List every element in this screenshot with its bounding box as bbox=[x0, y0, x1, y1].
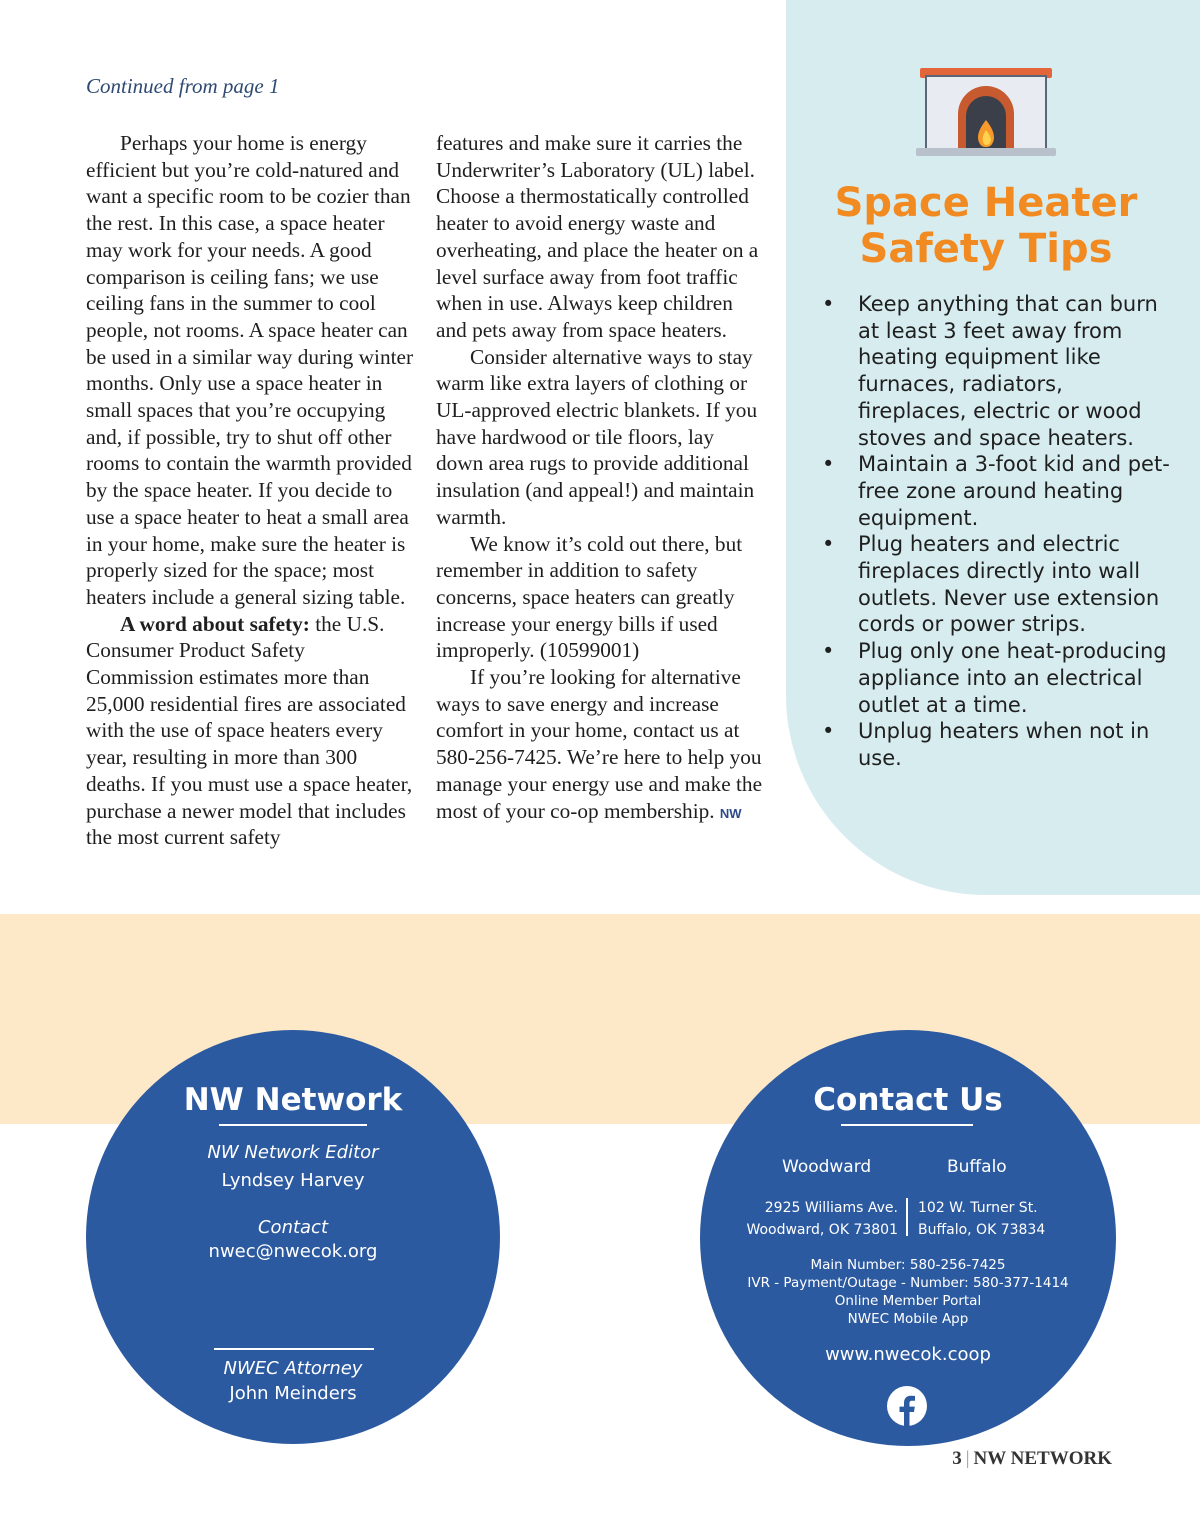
tip-text: Plug only one heat-producing appliance into an electrical outlet at a time. bbox=[858, 639, 1167, 717]
bullet: • bbox=[822, 532, 835, 557]
safety-text: the U.S. Consumer Product Safety Commission estimates more than 25,000 residential fires are associated with the use of space heaters every year, resulting in more than 300 deaths. If you must use a space heater, purchase a newer model that includes the most current safety bbox=[86, 611, 413, 850]
article-paragraph bbox=[86, 611, 416, 851]
page-number: 3 bbox=[952, 1448, 962, 1469]
page-footer bbox=[952, 1448, 1112, 1470]
address-line: Woodward, OK 73801 bbox=[746, 1222, 898, 1238]
safety-heading: A word about safety: bbox=[120, 611, 310, 636]
contact-email[interactable]: nwec@nwecok.org bbox=[208, 1241, 378, 1262]
facebook-icon[interactable] bbox=[886, 1385, 928, 1427]
contact-label: Contact bbox=[257, 1217, 329, 1238]
nw-network-circle bbox=[86, 1030, 500, 1444]
website-link[interactable]: www.nwecok.coop bbox=[825, 1344, 991, 1365]
address-divider bbox=[906, 1198, 908, 1236]
divider bbox=[841, 1124, 973, 1126]
divider bbox=[214, 1348, 374, 1350]
divider bbox=[219, 1124, 367, 1126]
tip-text: Plug heaters and electric fireplaces directly into wall outlets. Never use extension cords or power strips. bbox=[858, 532, 1160, 637]
buffalo-heading: Buffalo bbox=[947, 1157, 1007, 1177]
continued-label: Continued from page 1 bbox=[86, 74, 280, 98]
tips-list bbox=[822, 291, 1172, 772]
list-item bbox=[822, 718, 1172, 771]
contact-us-circle bbox=[700, 1030, 1116, 1446]
editor-name: Lyndsey Harvey bbox=[221, 1170, 365, 1191]
nw-network-title: NW Network bbox=[183, 1082, 403, 1118]
article-column-1 bbox=[86, 130, 416, 851]
ivr-number: IVR - Payment/Outage - Number: 580-377-1414 bbox=[747, 1275, 1069, 1291]
contact-us-title: Contact Us bbox=[813, 1082, 1003, 1118]
list-item bbox=[822, 451, 1172, 531]
tip-text: Unplug heaters when not in use. bbox=[858, 719, 1150, 770]
bullet: • bbox=[822, 452, 835, 477]
article-paragraph: features and make sure it carries the Underwriter’s Laboratory (UL) label. Choose a thermostatically controlled heater to avoid energy waste and overheating, and place the heater on a level surface away from foot traffic when in use. Always keep children and pets away from space heaters. bbox=[436, 131, 759, 342]
tip-text: Maintain a 3-foot kid and pet-free zone around heating equipment. bbox=[858, 452, 1170, 530]
member-portal: Online Member Portal bbox=[834, 1293, 982, 1309]
fireplace-icon bbox=[912, 62, 1060, 162]
bullet: • bbox=[822, 292, 835, 316]
footer-separator: | bbox=[965, 1448, 970, 1469]
woodward-address bbox=[746, 1197, 898, 1241]
address-line: 102 W. Turner St. bbox=[918, 1200, 1038, 1216]
article-paragraph: Consider alternative ways to stay warm like extra layers of clothing or UL-approved electric blankets. If you have hardwood or tile floors, lay down area rugs to provide additional insulation (and appeal!) and maintain warmth. bbox=[436, 344, 758, 529]
attorney-name: John Meinders bbox=[229, 1383, 357, 1404]
bullet: • bbox=[822, 719, 835, 744]
attorney-label: NWEC Attorney bbox=[223, 1358, 363, 1379]
article-paragraph: We know it’s cold out there, but remember in addition to safety concerns, space heaters can greatly increase your energy bills if used improperly. (10599001) bbox=[436, 531, 743, 663]
address-line: Buffalo, OK 73834 bbox=[918, 1222, 1046, 1238]
editor-label: NW Network Editor bbox=[207, 1142, 379, 1163]
buffalo-address bbox=[918, 1197, 1045, 1241]
end-mark: NW bbox=[719, 805, 742, 821]
article-column-2 bbox=[436, 130, 766, 827]
list-item bbox=[822, 638, 1172, 718]
list-item bbox=[822, 291, 1172, 451]
woodward-heading: Woodward bbox=[782, 1157, 872, 1177]
contact-details bbox=[700, 1256, 1116, 1328]
publication-name: NW NETWORK bbox=[973, 1448, 1112, 1469]
article-paragraph: Perhaps your home is energy efficient but you’re cold-natured and want a specific room to be cozier than the rest. In this case, a space heater may work for your needs. A good comparison is ceiling fans; we use ceiling fans in the summer to cool people, not rooms. A space heater can be used in a similar way during winter months. Only use a space heater in small spaces that you’re occupying and, if possible, try to shut off other rooms to contain the warmth provided by the space heater. If you decide to use a space heater to heat a small area in your home, make sure the heater is properly sized for the space; most heaters include a general sizing table. bbox=[86, 131, 414, 609]
tip-text: Keep anything that can burn at least 3 feet away from heating equipment like furnaces, radiators, fireplaces, electric or wood stoves and space heaters. bbox=[858, 292, 1158, 450]
mobile-app: NWEC Mobile App bbox=[847, 1311, 969, 1327]
bullet: • bbox=[822, 639, 835, 664]
main-number: Main Number: 580-256-7425 bbox=[810, 1257, 1006, 1273]
tips-title: Space Heater Safety Tips bbox=[834, 180, 1138, 272]
address-line: 2925 Williams Ave. bbox=[764, 1200, 898, 1216]
article-paragraph bbox=[436, 664, 766, 827]
closing-text: If you’re looking for alternative ways to save energy and increase comfort in your home, contact us at 580-256-7425. We’re here to help you manage your energy use and make the most of your co-op membership. bbox=[436, 665, 763, 823]
list-item bbox=[822, 531, 1172, 638]
